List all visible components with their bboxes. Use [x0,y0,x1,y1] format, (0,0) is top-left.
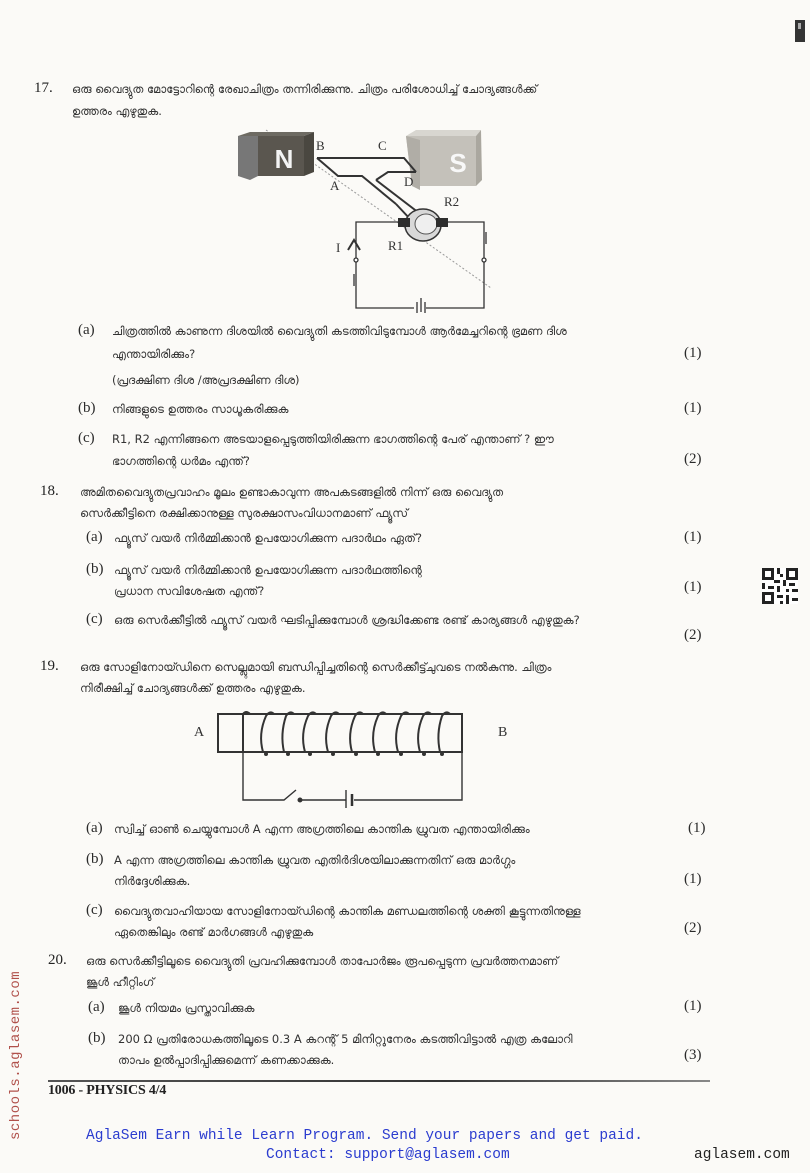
q19-part-a-line1: സ്വിച്ച് ഓൺ ചെയ്യുമ്പോൾ A എന്ന അഗ്രത്തിലെ കാന്തിക ധ്രുവത എന്തായിരിക്കും [114,822,530,836]
label-current: I [336,240,341,255]
question-20-number: 20. [48,952,67,968]
q17-part-b-label: (b) [78,400,96,416]
label-r2: R2 [444,194,460,209]
question-20-text-line1: ഒരു സെർക്കീട്ടിലൂടെ വൈദ്യുതി പ്രവഹിക്കുമ്പോൾ താപോർജം രൂപപ്പെടുന്ന പ്രവർത്തനമാണ് [86,954,559,968]
q20-part-b-line1: 200 Ω പ്രതിരോധകത്തിലൂടെ 0.3 A കറന്റ് 5 മിനിറ്റുനേരം കടത്തിവിട്ടാൽ എത്ര കലോറി [118,1032,573,1046]
q18-part-c-label: (c) [86,611,103,627]
q19-part-b-label: (b) [86,851,104,867]
q18-part-c-marks: (2) [684,627,702,643]
q18-part-b-line2: പ്രധാന സവിശേഷത എന്ത്? [114,584,265,598]
question-17-text-line1: ഒരു വൈദ്യുത മോട്ടോറിന്റെ രേഖാചിത്രം തന്നിരിക്കുന്നു. ചിത്രം പരിശോധിച്ച് ചോദ്യങ്ങൾക്ക് [72,82,538,96]
label-c: C [378,138,387,153]
q19-part-b-marks: (1) [684,871,702,887]
question-19-number: 19. [40,658,59,674]
label-a: A [330,178,340,193]
q20-part-b-marks: (3) [684,1047,702,1063]
q19-part-c-line2: ഏതെങ്കിലും രണ്ട് മാർഗങ്ങൾ എഴുതുക [114,925,314,939]
q17-part-c-marks: (2) [684,451,702,467]
svg-text:N: N [274,144,294,174]
solenoid-end-a: A [194,725,205,740]
svg-text:S: S [449,148,467,178]
side-watermark-vertical: schools.aglasem.com [8,970,24,1140]
q17-part-a-label: (a) [78,322,95,338]
label-b: B [316,138,325,153]
q19-part-b-line2: നിർദ്ദേശിക്കുക. [114,874,191,888]
q17-part-a-options: (പ്രദക്ഷിണ ദിശ /അപ്രദക്ഷിണ ദിശ) [112,373,300,387]
q18-part-b-line1: ഫ്യൂസ് വയർ നിർമ്മിക്കാൻ ഉപയോഗിക്കുന്ന പദാർഥത്തിന്റെ [114,563,422,577]
q18-part-c-line1: ഒരു സെർക്കീട്ടിൽ ഫ്യൂസ് വയർ ഘടിപ്പിക്കുമ്പോൾ ശ്രദ്ധിക്കേണ്ട രണ്ട് കാര്യങ്ങൾ എഴുതുക? [114,613,580,627]
q19-part-c-marks: (2) [684,920,702,936]
solenoid-coil [243,712,450,752]
site-watermark: aglasem.com [694,1147,790,1163]
solenoid-circuit-diagram [188,704,518,808]
label-r1: R1 [388,238,404,253]
q19-part-b-line1: A എന്ന അഗ്രത്തിലെ കാന്തിക ധ്രുവത എതിർദിശയിലാക്കുന്നതിന് ഒരു മാർഗ്ഗം [114,853,516,867]
q18-part-b-label: (b) [86,561,104,577]
q20-part-a-line1: ജൂൾ നിയമം പ്രസ്താവിക്കുക [118,1001,255,1015]
q17-part-a-line1: ചിത്രത്തിൽ കാണുന്ന ദിശയിൽ വൈദ്യുതി കടത്തിവിടുമ്പോൾ ആർമേച്ചറിന്റെ ഭ്രമണ ദിശ [112,324,567,338]
question-18-text-line2: സെർക്കീട്ടിനെ രക്ഷിക്കാനുള്ള സുരക്ഷാസംവിധാനമാണ് ഫ്യൂസ് [80,506,409,520]
q19-part-a-marks: (1) [688,820,706,836]
q20-part-b-label: (b) [88,1030,106,1046]
q17-part-c-label: (c) [78,430,95,446]
subject-code-footer: 1006 - PHYSICS 4/4 [48,1083,167,1098]
q19-part-c-line1: വൈദ്യുതവാഹിയായ സോളിനോയ്ഡിന്റെ കാന്തിക മണ്ഡലത്തിന്റെ ശക്തി കൂട്ടുന്നതിനുള്ള [114,904,581,918]
q17-part-b-marks: (1) [684,400,702,416]
electric-motor-diagram [236,128,506,313]
q19-part-c-label: (c) [86,902,103,918]
q20-part-a-label: (a) [88,999,105,1015]
north-magnet [238,132,314,180]
question-18-number: 18. [40,483,59,499]
q17-part-c-line2: ഭാഗത്തിന്റെ ധർമം എന്ത്? [112,454,250,468]
promo-line-earn-while-learn: AglaSem Earn while Learn Program. Send your papers and get paid. [86,1128,643,1144]
q17-part-a-marks: (1) [684,345,702,361]
q18-part-a-line1: ഫ്യൂസ് വയർ നിർമ്മിക്കാൻ ഉപയോഗിക്കുന്ന പദാർഥം ഏത്? [114,531,422,545]
question-19-text-line2: നിരീക്ഷിച്ച് ചോദ്യങ്ങൾക്ക് ഉത്തരം എഴുതുക. [80,681,306,695]
promo-line-contact: Contact: support@aglasem.com [266,1147,510,1163]
question-18-text-line1: അമിതവൈദ്യുതപ്രവാഹം മൂലം ഉണ്ടാകാവുന്ന അപകടങ്ങളിൽ നിന്ന് ഒരു വൈദ്യുത [80,485,504,499]
south-magnet [406,130,482,190]
question-20-text-line2: ജൂൾ ഹീറ്റിംഗ് [86,975,155,989]
question-17-number: 17. [34,80,53,96]
q17-part-b-line1: നിങ്ങളുടെ ഉത്തരം സാധൂകരിക്കുക [112,402,289,416]
q18-part-a-label: (a) [86,529,103,545]
question-19-text-line1: ഒരു സോളിനോയ്ഡിനെ സെല്ലുമായി ബന്ധിപ്പിച്ചതിന്റെ സെർക്കീട്ട്ചുവടെ നൽകുന്നു. ചിത്രം [80,660,552,674]
question-17-text-line2: ഉത്തരം എഴുതുക. [72,104,162,118]
q20-part-a-marks: (1) [684,998,702,1014]
q17-part-a-line2: എന്തായിരിക്കും? [112,347,196,361]
solenoid-core [218,714,462,752]
q20-part-b-line2: താപം ഉൽപ്പാദിപ്പിക്കുമെന്ന് കണക്കാക്കുക. [118,1053,335,1067]
q19-part-a-label: (a) [86,820,103,836]
q18-part-b-marks: (1) [684,579,702,595]
qr-code-icon [762,567,798,605]
page-corner-marker [795,20,805,42]
footer-divider [48,1080,710,1082]
q18-part-a-marks: (1) [684,529,702,545]
q17-part-c-line1: R1, R2 എന്നിങ്ങനെ അടയാളപ്പെടുത്തിയിരിക്കുന്ന ഭാഗത്തിന്റെ പേര് എന്താണ് ? ഈ [112,432,554,446]
solenoid-circuit-wires [243,752,462,808]
label-d: D [404,174,414,189]
solenoid-end-b: B [498,725,508,740]
